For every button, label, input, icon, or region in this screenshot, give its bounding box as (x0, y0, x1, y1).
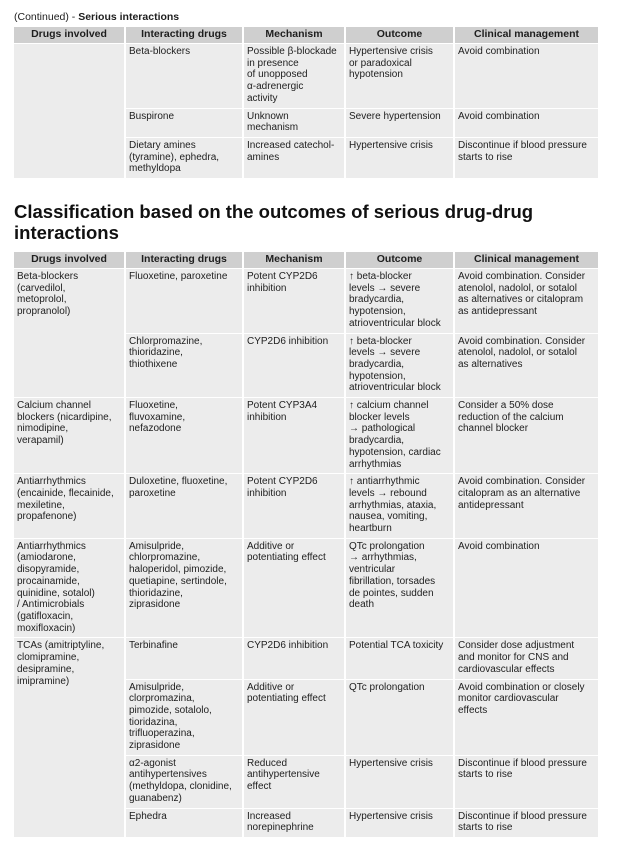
header-row (14, 252, 598, 269)
header-drugs-involved: Drugs involved (14, 252, 125, 269)
outcome-cell: Hypertensive crisis (345, 755, 454, 808)
interacting-drugs-cell: Chlorpromazine, thioridazine, thiothixene (125, 333, 243, 398)
interacting-drugs-cell: Amisulpride, clorpromazina, pimozide, sotalolo, tioridazina, trifluoperazina, ziprasidone (125, 679, 243, 755)
mechanism-cell: Additive or potentiating effect (243, 679, 345, 755)
management-cell: Discontinue if blood pressure starts to rise (454, 137, 598, 178)
outcome-cell: ↑ antiarrhythmic levels → rebound arrhythmias, ataxia, nausea, vomiting, heartburn (345, 474, 454, 539)
outcome-classification-table (14, 252, 598, 838)
mechanism-cell: Reduced antihypertensive effect (243, 755, 345, 808)
outcome-cell: QTc prolongation → arrhythmias, ventricular fibrillation, torsades de pointes, sudden death (345, 538, 454, 638)
table-row (14, 269, 598, 334)
outcome-cell: Hypertensive crisis (345, 808, 454, 837)
drugs-involved-cell: TCAs (amitriptyline, clomipramine, desipramine, imipramine) (14, 638, 125, 838)
drugs-involved-cell: Beta-blockers (carvedilol, metoprolol, propranolol) (14, 269, 125, 398)
header-outcome: Outcome (345, 27, 454, 44)
continued-prefix: (Continued) - (14, 11, 79, 23)
mechanism-cell: Increased norepinephrine (243, 808, 345, 837)
mechanism-cell: CYP2D6 inhibition (243, 333, 345, 398)
table-row (14, 638, 598, 679)
header-interacting-drugs: Interacting drugs (125, 27, 243, 44)
interacting-drugs-cell: Beta-blockers (125, 44, 243, 109)
management-cell: Avoid combination (454, 44, 598, 109)
table-row (14, 44, 598, 109)
drugs-involved-cell: Antiarrhythmics (amiodarone, disopyramide, procainamide, quinidine, sotalol) / Antimicrobials (gatifloxacin, moxifloxacin) (14, 538, 125, 638)
outcome-cell: Potential TCA toxicity (345, 638, 454, 679)
outcome-cell: QTc prolongation (345, 679, 454, 755)
mechanism-cell: Potent CYP2D6 inhibition (243, 474, 345, 539)
outcome-cell: Hypertensive crisis (345, 137, 454, 178)
header-drugs-involved: Drugs involved (14, 27, 125, 44)
mechanism-cell: Potent CYP3A4 inhibition (243, 398, 345, 474)
mechanism-cell: Increased catechol- amines (243, 137, 345, 178)
outcome-cell: ↑ calcium channel blocker levels → pathological bradycardia, hypotension, cardiac arrhythmias (345, 398, 454, 474)
mechanism-cell: Unknown mechanism (243, 108, 345, 137)
interacting-drugs-cell: Buspirone (125, 108, 243, 137)
header-clinical-management: Clinical management (454, 252, 598, 269)
header-row (14, 27, 598, 44)
header-mechanism: Mechanism (243, 27, 345, 44)
management-cell: Avoid combination (454, 108, 598, 137)
table-row (14, 474, 598, 539)
management-cell: Avoid combination. Consider atenolol, nadolol, or sotalol as alternatives or citalopram as antidepressant (454, 269, 598, 334)
interacting-drugs-cell: Fluoxetine, fluvoxamine, nefazodone (125, 398, 243, 474)
management-cell: Avoid combination. Consider atenolol, nadolol, or sotalol as alternatives (454, 333, 598, 398)
table-row (14, 538, 598, 638)
continued-title: Serious interactions (78, 11, 180, 23)
header-interacting-drugs: Interacting drugs (125, 252, 243, 269)
management-cell: Consider dose adjustment and monitor for CNS and cardiovascular effects (454, 638, 598, 679)
outcome-cell: ↑ beta-blocker levels → severe bradycardia, hypotension, atrioventricular block (345, 333, 454, 398)
mechanism-cell: Possible β-blockade in presence of unopposed α-adrenergic activity (243, 44, 345, 109)
serious-interactions-table (14, 27, 598, 179)
mechanism-cell: Potent CYP2D6 inhibition (243, 269, 345, 334)
header-mechanism: Mechanism (243, 252, 345, 269)
interacting-drugs-cell: Ephedra (125, 808, 243, 837)
interacting-drugs-cell: Fluoxetine, paroxetine (125, 269, 243, 334)
header-clinical-management: Clinical management (454, 27, 598, 44)
mechanism-cell: Additive or potentiating effect (243, 538, 345, 638)
drugs-involved-cell: Antiarrhythmics (encainide, flecainide, mexiletine, propafenone) (14, 474, 125, 539)
drugs-involved-cell (14, 44, 125, 179)
table-row (14, 398, 598, 474)
continued-caption (14, 11, 179, 23)
management-cell: Avoid combination or closely monitor cardiovascular effects (454, 679, 598, 755)
interacting-drugs-cell: Duloxetine, fluoxetine, paroxetine (125, 474, 243, 539)
management-cell: Consider a 50% dose reduction of the calcium channel blocker (454, 398, 598, 474)
outcome-cell: Severe hypertension (345, 108, 454, 137)
interacting-drugs-cell: α2-agonist antihypertensives (methyldopa, clonidine, guanabenz) (125, 755, 243, 808)
management-cell: Discontinue if blood pressure starts to rise (454, 808, 598, 837)
section-title: Classification based on the outcomes of serious drug-drug interactions (14, 201, 534, 243)
drugs-involved-cell: Calcium channel blockers (nicardipine, nimodipine, verapamil) (14, 398, 125, 474)
management-cell: Discontinue if blood pressure starts to rise (454, 755, 598, 808)
interacting-drugs-cell: Dietary amines (tyramine), ephedra, methyldopa (125, 137, 243, 178)
interacting-drugs-cell: Terbinafine (125, 638, 243, 679)
outcome-cell: Hypertensive crisis or paradoxical hypotension (345, 44, 454, 109)
outcome-cell: ↑ beta-blocker levels → severe bradycardia, hypotension, atrioventricular block (345, 269, 454, 334)
management-cell: Avoid combination (454, 538, 598, 638)
header-outcome: Outcome (345, 252, 454, 269)
management-cell: Avoid combination. Consider citalopram as an alternative antidepressant (454, 474, 598, 539)
interacting-drugs-cell: Amisulpride, chlorpromazine, haloperidol, pimozide, quetiapine, sertindole, thioridazine, ziprasidone (125, 538, 243, 638)
mechanism-cell: CYP2D6 inhibition (243, 638, 345, 679)
